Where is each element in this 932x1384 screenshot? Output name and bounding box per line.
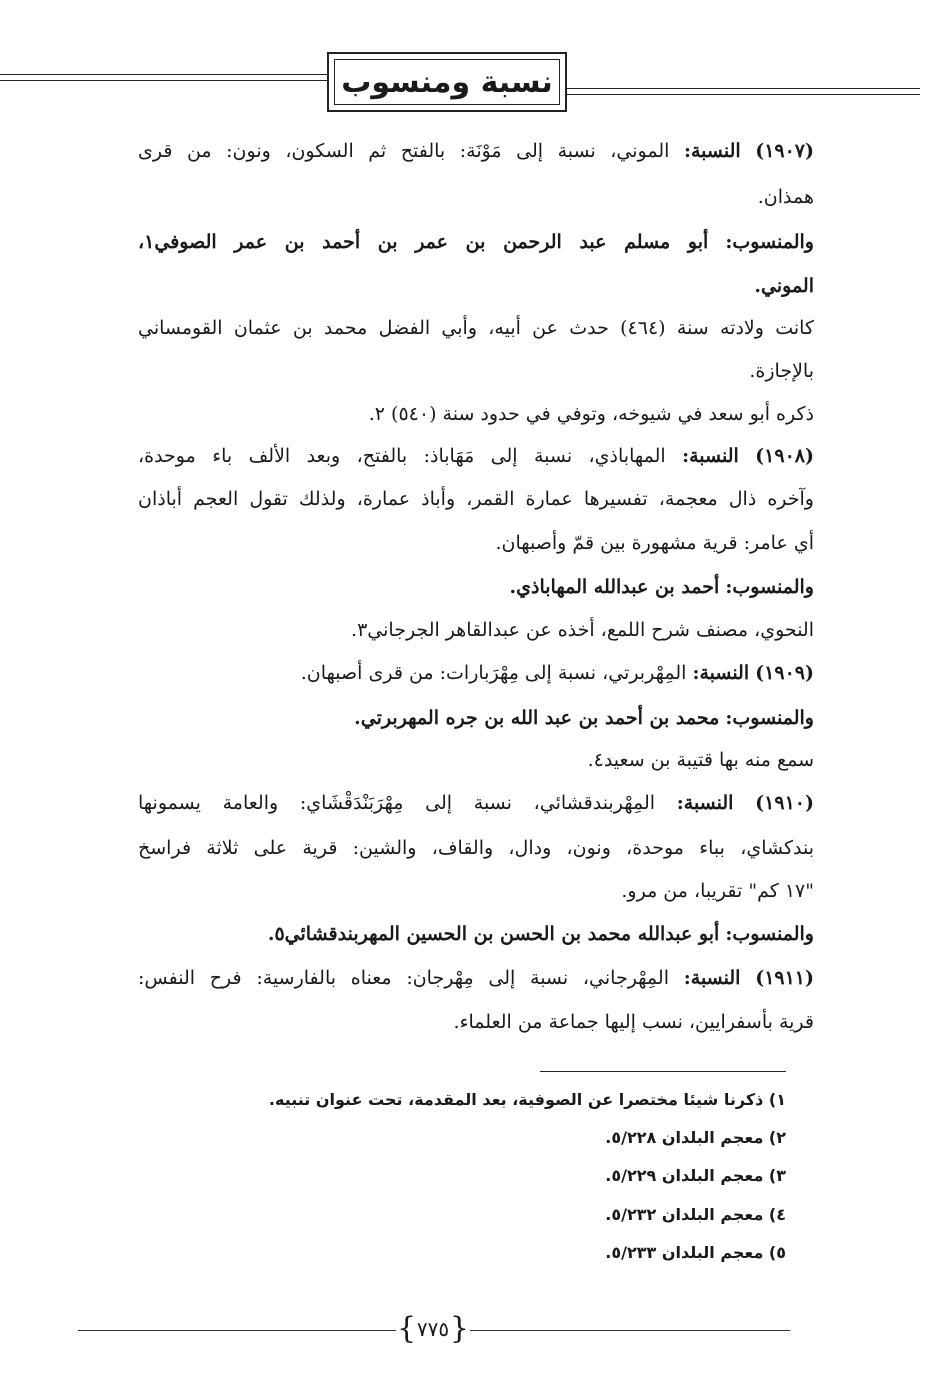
mansub-label: والمنسوب:: [725, 576, 814, 598]
entry-number: (١٩٠٨): [755, 445, 814, 467]
nisba-label: النسبة:: [676, 792, 734, 814]
title-frame: [327, 52, 567, 112]
text-line: همذان.: [757, 186, 814, 208]
brace-open-icon: {: [397, 1311, 417, 1346]
mansub-text: محمد بن أحمد بن عبد الله بن جره المهربرتي.: [354, 707, 720, 729]
footnote: ١) ذكرنا شيئا مختصرا عن الصوفية، بعد المقدمة، تحت عنوان تنبيه.: [268, 1090, 786, 1109]
text-line: "١٧ كم" تقريبا، من مرو.: [621, 880, 814, 902]
entry-number: (١٩١١): [755, 967, 815, 989]
footer-rule-left: [78, 1330, 396, 1331]
text-line: وآخره ذال معجمة، تفسيرها عمارة القمر، وأباذ عمارة، ولذلك تقول العجم أباذان: [138, 488, 814, 510]
mansub-label: والمنسوب:: [725, 231, 814, 253]
mansub-text: أبو عبدالله محمد بن الحسن بن الحسين المهربندقشائي٥.: [267, 923, 720, 945]
entry-1910-line: [138, 788, 814, 818]
text-line: قرية بأسفرايين، نسب إليها جماعة من العلماء.: [453, 1011, 814, 1033]
header-rule-left-bottom: [0, 80, 327, 81]
mansub-text: أبو مسلم عبد الرحمن بن عمر بن أحمد بن عمر الصوفي١،: [138, 231, 709, 253]
mansub-label: والمنسوب:: [725, 707, 814, 729]
entry-1907-line: [138, 136, 814, 166]
text-line: ذكره أبو سعد في شيوخه، وتوفي في حدود سنة (٥٤٠) ٢.: [368, 403, 814, 425]
brace-close-icon: }: [449, 1311, 469, 1346]
text-line: كانت ولادته سنة (٤٦٤) حدث عن أبيه، وأبي الفضل محمد بن عثمان القومساني: [138, 317, 814, 339]
text-line: أي عامر: قرية مشهورة بين قمّ وأصبهان.: [495, 532, 814, 554]
text-line: سمع منه بها قتيبة بن سعيد٤.: [587, 749, 814, 771]
entry-1911-line: [138, 963, 814, 993]
entry-number: (١٩٠٩): [755, 662, 814, 684]
nisba-label: النسبة:: [683, 140, 741, 162]
entry-number: (١٩١٠): [755, 792, 814, 814]
header-rule-left-top: [0, 74, 327, 75]
footnote: ٣) معجم البلدان ٥/٢٢٩.: [605, 1166, 786, 1185]
page-title: نسبة ومنسوب: [334, 59, 560, 105]
page-number: ٧٧٥: [416, 1317, 450, 1341]
entry-1909-line: [138, 658, 814, 688]
header-rule-right-bottom: [567, 94, 920, 95]
footnote: ٥) معجم البلدان ٥/٢٣٣.: [605, 1243, 786, 1262]
nisba-text: المِهْربرتي، نسبة إلى مِهْرَبارات: من قرى أصبهان.: [300, 662, 687, 684]
nisba-label: النسبة:: [683, 967, 741, 989]
mansub-continuation: الموني.: [754, 275, 814, 297]
text-line: بندكشاي، بباء موحدة، ونون، ودال، والقاف، والشين: قرية على ثلاثة فراسخ: [138, 837, 814, 859]
header-rule-right-top: [567, 88, 920, 89]
mansub-1910-line: [138, 919, 814, 949]
mansub-1907-line: [138, 227, 814, 257]
nisba-text: الموني، نسبة إلى مَوْنَة: بالفتح ثم السكون، ونون: من قرى: [138, 140, 670, 162]
nisba-label: النسبة:: [692, 662, 750, 684]
mansub-1909-line: [138, 703, 814, 733]
footnote-separator: [540, 1071, 786, 1072]
nisba-label: النسبة:: [682, 445, 739, 467]
mansub-1908-line: [138, 572, 814, 602]
mansub-text: أحمد بن عبدالله المهاباذي.: [509, 576, 720, 598]
entry-number: (١٩٠٧): [755, 140, 815, 162]
text-line: بالإجازة.: [749, 360, 814, 382]
page-number-box: [397, 1313, 469, 1345]
nisba-text: المِهْرجاني، نسبة إلى مِهْرجان: معناه بالفارسية: فرح النفس:: [138, 967, 669, 989]
text-line: النحوي، مصنف شرح اللمع، أخذه عن عبدالقاهر الجرجاني٣.: [351, 619, 814, 641]
footer-rule-right: [470, 1330, 790, 1331]
mansub-label: والمنسوب:: [725, 923, 814, 945]
nisba-text: المِهْربندقشائي، نسبة إلى مِهْرَبَنْدَقْشَاي: والعامة يسمونها: [138, 792, 656, 814]
nisba-text: المهاباذي، نسبة إلى مَهَاباذ: بالفتح، وبعد الألف باء موحدة،: [138, 445, 666, 467]
entry-1908-line: [138, 441, 814, 471]
footnote: ٤) معجم البلدان ٥/٢٣٢.: [605, 1205, 786, 1224]
footnote: ٢) معجم البلدان ٥/٢٢٨.: [605, 1128, 786, 1147]
